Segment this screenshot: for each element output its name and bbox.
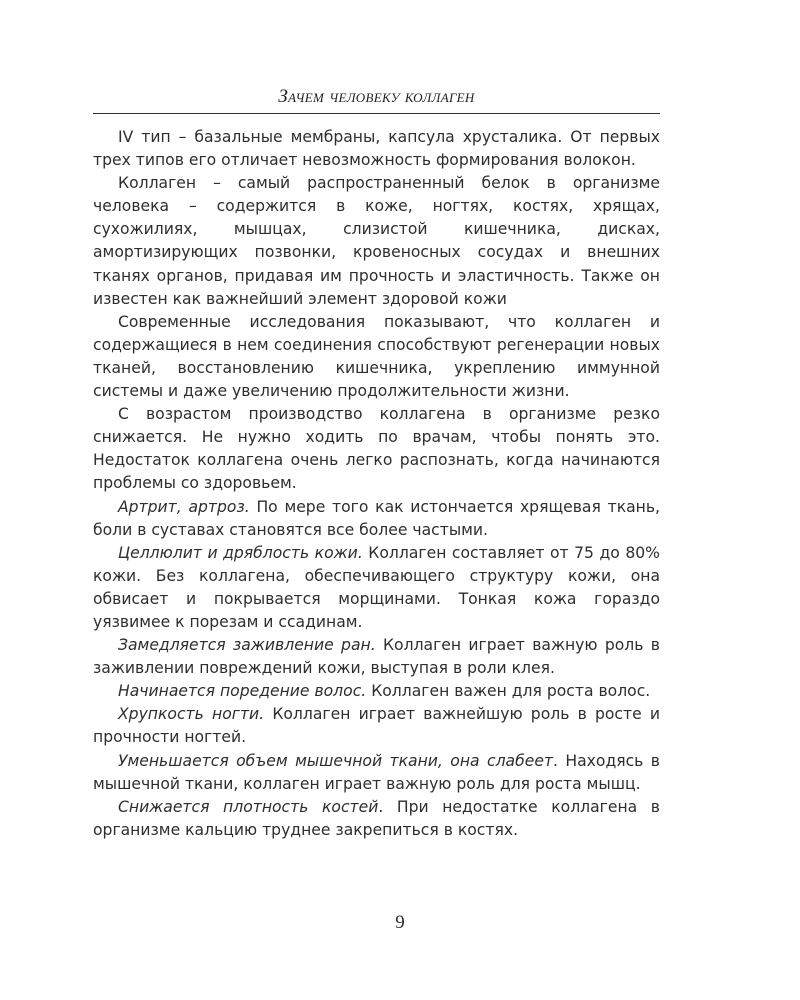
paragraph-text: С возрастом производство коллагена в организме резко снижается. Не нужно ходить по врачам, чтобы понять это. Недостаток коллагена очень легко распознать, когда начинаются проблемы со здоровьем. <box>93 405 660 493</box>
paragraph-lead: Артрит, артроз. <box>118 497 250 516</box>
paragraph <box>93 634 660 680</box>
paragraph <box>93 403 660 495</box>
body-text <box>93 126 660 842</box>
paragraph-text: . Находясь в мышечной ткани, коллаген играет важную роль для роста мышц. <box>93 751 660 793</box>
header-rule <box>93 113 660 114</box>
paragraph <box>93 126 660 172</box>
paragraph-lead: Целлюлит и дряблость кожи. <box>118 543 363 562</box>
paragraph <box>93 750 660 796</box>
paragraph-lead: Уменьшается объем мышечной ткани, она слабеет <box>118 751 554 770</box>
page-number: 9 <box>395 912 405 933</box>
paragraph <box>93 703 660 749</box>
paragraph-lead: Снижается плотность костей <box>118 797 379 816</box>
paragraph <box>93 680 660 703</box>
paragraph <box>93 542 660 634</box>
paragraph-text: Коллаген играет важнейшую роль в росте и прочности ногтей. <box>93 705 660 747</box>
running-head: Зачем человеку коллаген <box>278 86 475 107</box>
paragraph-text: . При недостатке коллагена в организме кальцию труднее закрепиться в костях. <box>93 797 660 839</box>
paragraph-text: Коллаген составляет от 75 до 80% кожи. Без коллагена, обеспечивающего структуру кожи, она обвисает и покрывается морщинами. Тонкая кожа гораздо уязвимее к порезам и ссадинам. <box>93 543 660 631</box>
paragraph-lead: Начинается поредение волос. <box>118 682 367 701</box>
paragraph <box>93 796 660 842</box>
paragraph-text: Современные исследования показывают, что коллаген и содержащиеся в нем соединения способствуют регенерации новых тканей, восстановлению кишечника, укреплению иммунной системы и даже увеличению продолжительности жизни. <box>93 312 660 401</box>
paragraph-lead: Замедляется заживление ран. <box>118 636 376 655</box>
paragraph-text: IV тип – базальные мембраны, капсула хрусталика. От первых трех типов его отличает невозможность формирования волокон. <box>93 128 660 170</box>
paragraph <box>93 172 660 311</box>
paragraph <box>93 496 660 542</box>
paragraph-lead: Хрупкость ногти. <box>118 705 265 724</box>
paragraph-text: Коллаген играет важную роль в заживлении повреждений кожи, выступая в роли клея. <box>93 636 660 678</box>
paragraph-text: По мере того как истончается хрящевая ткань, боли в суставах становятся все более частыми. <box>93 497 661 539</box>
paragraph-text: Коллаген – самый распространенный белок в организме человека – содержится в коже, ногтях, костях, хрящах, сухожилиях, мышцах, слизистой кишечника, дисках, амортизирующих позвонки, кровеносных сосудах и внешних тканях органов, придавая им прочность и эластичность. Также он известен как важнейший элемент здоровой кожи <box>93 174 660 308</box>
paragraph <box>93 311 660 403</box>
paragraph-text: Коллаген важен для роста волос. <box>366 682 651 701</box>
